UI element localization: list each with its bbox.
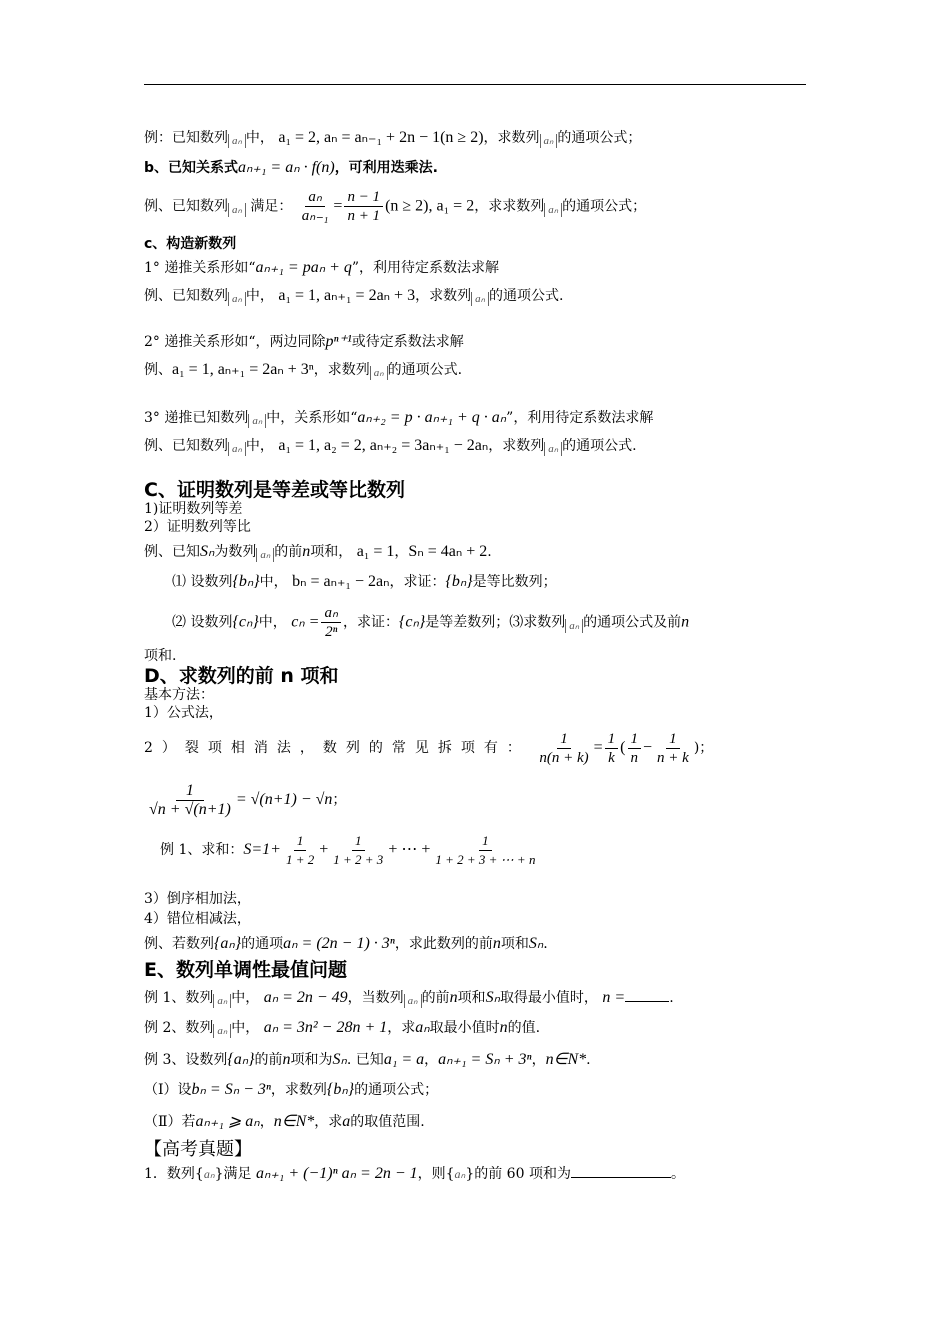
section-d-method1: 1）公式法，: [144, 705, 223, 721]
seq-symbol: aₙ: [540, 134, 558, 148]
denominator: n + 1: [347, 208, 381, 224]
formula: aₙ = (2n − 1) · 3ⁿ: [283, 935, 395, 952]
formula: n: [302, 543, 311, 560]
section-d-basic: 基本方法：: [144, 687, 214, 703]
formula: {bₙ}: [326, 1081, 355, 1098]
text: )；: [693, 740, 714, 756]
seq-symbol: aₙ: [471, 292, 489, 306]
numerator: 1: [294, 832, 307, 851]
numerator: n − 1: [344, 188, 383, 207]
denominator: n + k: [657, 749, 689, 766]
text: 取得最小值时，: [499, 990, 598, 1006]
denominator: 1 + 2 + 3 + ⋯ + n: [435, 851, 536, 867]
denominator: 1 + 2: [285, 851, 315, 867]
method-c-heading: c、构造新数列: [144, 236, 237, 252]
formula: Sₙ: [485, 989, 500, 1006]
seq-symbol: aₙ: [228, 442, 246, 456]
formula: n: [449, 989, 458, 1006]
c3-example: [144, 436, 637, 456]
text: 2° 递推关系形如“，两边同除: [144, 334, 326, 350]
denominator: n(n + k): [539, 749, 589, 766]
text: 例 1、求和：: [160, 842, 244, 858]
text: ，求求数列: [474, 198, 545, 215]
text: ”，利用待定系数法求解: [506, 410, 654, 426]
seq-symbol: aₙ: [544, 203, 562, 217]
formula: aₙ: [454, 1167, 466, 1181]
answer-blank: [571, 1177, 671, 1178]
formula: aₙ₊₁ = Sₙ + 3ⁿ: [438, 1051, 532, 1068]
text: 项和: [457, 990, 486, 1006]
fraction: [654, 730, 692, 767]
seq-symbol: aₙ: [213, 1024, 231, 1038]
formula: n∈N*: [273, 1113, 315, 1130]
seq-symbol: aₙ: [256, 548, 274, 562]
text: 中，: [245, 288, 274, 304]
text: b、已知关系式: [144, 160, 239, 176]
seq-symbol: aₙ: [213, 994, 231, 1008]
section-e-title: E、数列单调性最值问题: [144, 959, 347, 981]
fraction: [344, 188, 383, 225]
equals: =: [333, 197, 343, 215]
section-e-part2: [144, 1112, 425, 1132]
text: ，求: [387, 1020, 416, 1036]
text: ，求数列: [415, 288, 472, 304]
section-d-method3: 3）倒序相加法，: [144, 891, 251, 907]
text: 例、已知数列: [144, 438, 228, 454]
text: 例 2、数列: [144, 1020, 214, 1036]
text: }满足: [214, 1166, 252, 1182]
text: 的通项公式及前: [583, 614, 682, 631]
formula: aₙ₊₁ = aₙ · f(n): [238, 159, 335, 176]
text: 取最小值时: [429, 1020, 500, 1036]
formula: n: [681, 613, 690, 631]
section-d-example1: [160, 830, 540, 870]
text: 的前: [274, 544, 303, 560]
section-e-example3: [144, 1050, 591, 1070]
formula: S=1+: [243, 841, 281, 858]
equals: =: [593, 739, 603, 756]
formula: Sₙ: [332, 1051, 347, 1068]
formula: Sₙ = 4aₙ + 2: [408, 543, 488, 560]
paren: (: [620, 739, 626, 756]
text: ，求数列: [313, 362, 370, 378]
text: 项和，: [310, 544, 353, 560]
text: 例：已知数列: [144, 130, 228, 146]
text: 例 3、设数列: [144, 1052, 228, 1068]
text: 例、已知: [144, 544, 200, 560]
formula: a₁ = 1: [356, 543, 395, 560]
formula: {aₙ}: [214, 935, 242, 952]
seq-symbol: aₙ: [248, 414, 266, 428]
numerator: aₙ: [321, 604, 340, 623]
seq-symbol: aₙ: [228, 134, 246, 148]
text: 例、: [144, 362, 172, 378]
formula: a: [342, 1113, 351, 1130]
fraction: [605, 730, 619, 767]
numerator: 1: [479, 832, 492, 851]
text: ；: [332, 792, 347, 808]
section-c-part2-cont: 项和.: [144, 648, 177, 664]
formula: a₁ = 1, aₙ₊₁ = 2aₙ + 3ⁿ: [172, 361, 314, 378]
text: 的取值范围.: [350, 1114, 425, 1130]
text: 中，: [258, 614, 287, 631]
numerator: 1: [628, 730, 642, 749]
formula: n: [499, 1019, 508, 1036]
text: ，: [424, 1052, 439, 1068]
numerator: 1: [176, 782, 204, 801]
text: 的通项: [241, 936, 284, 952]
text: 2）裂项相消法，数列的常见拆项有：: [144, 740, 530, 756]
section-e-example2: [144, 1018, 540, 1038]
gaokao-title: 【高考真题】: [144, 1139, 252, 1160]
text: 例、若数列: [144, 936, 214, 952]
section-c-item2: 2）证明数列等比: [144, 519, 251, 535]
text: 或待定系数法求解: [351, 334, 464, 350]
fraction: [283, 832, 317, 869]
formula: aₙ₊₁ ⩾ aₙ: [195, 1113, 260, 1130]
answer-blank: [625, 1001, 669, 1002]
method-b-heading: [144, 158, 438, 178]
text: 的通项公式.: [387, 362, 463, 378]
text: .: [543, 936, 548, 952]
formula: aₙ: [415, 1019, 430, 1036]
formula: Sₙ: [528, 935, 544, 952]
text: 的通项公式.: [488, 288, 564, 304]
formula: bₙ = aₙ₊₁ − 2aₙ: [292, 573, 390, 590]
text: ，当数列: [347, 990, 404, 1006]
text: }的前 60 项和为: [465, 1166, 571, 1182]
fraction: [432, 832, 538, 869]
seq-symbol: aₙ: [228, 203, 246, 217]
text: 的前: [421, 990, 450, 1006]
text: 是等差数列；⑶求数列: [425, 614, 566, 631]
section-d-method4: 4）错位相减法，: [144, 911, 251, 927]
numerator: aₙ: [305, 188, 324, 207]
formula: a₁ = 2, aₙ = aₙ₋₁ + 2n − 1(n ≥ 2): [278, 129, 484, 146]
text: ，求: [314, 1114, 343, 1130]
text: 项和: [500, 936, 529, 952]
formula: pⁿ⁺¹: [325, 333, 352, 350]
text: 满足：: [250, 198, 293, 215]
formula: a₁ = 1, aₙ₊₁ = 2aₙ + 3: [278, 287, 416, 304]
section-c-title: C、证明数列是等差或等比数列: [144, 479, 405, 501]
minus: −: [643, 739, 653, 756]
text: 1．数列{: [144, 1166, 204, 1182]
formula: + ⋯ +: [388, 841, 431, 858]
text: 中，关系形如“: [266, 410, 358, 426]
text: ，求数列: [483, 130, 540, 146]
seq-symbol: aₙ: [370, 366, 388, 380]
seq-symbol: aₙ: [565, 619, 583, 633]
text: 的值.: [507, 1020, 541, 1036]
section-c-item1: 1)证明数列等差: [144, 501, 243, 517]
formula: aₙ = 2n − 49: [263, 989, 348, 1006]
text: 的通项公式；: [562, 198, 647, 215]
text: （Ⅱ）若: [144, 1114, 196, 1130]
text: 为数列: [214, 544, 257, 560]
formula: a₁ = a: [383, 1051, 425, 1068]
formula: {cₙ}: [398, 613, 426, 631]
fraction: [146, 782, 234, 819]
text: .: [487, 544, 492, 560]
formula: bₙ = Sₙ − 3ⁿ: [191, 1081, 271, 1098]
text: 中，: [231, 1020, 260, 1036]
fraction: [321, 604, 340, 641]
text: 中，: [259, 574, 288, 590]
text: 。: [670, 1166, 685, 1182]
fraction: [299, 188, 332, 225]
header-rule: [144, 84, 806, 85]
denominator: √n + √(n+1): [149, 800, 231, 818]
seq-symbol: aₙ: [228, 292, 246, 306]
fraction: [536, 730, 591, 767]
formula: a₁ = 1, a₂ = 2, aₙ₊₂ = 3aₙ₊₁ − 2aₙ: [278, 437, 489, 454]
text: ，: [259, 1114, 274, 1130]
section-c-example: [144, 542, 492, 562]
formula: = √(n+1) − √n: [235, 791, 333, 808]
formula: aₙ: [203, 1167, 215, 1181]
denominator: k: [608, 749, 615, 766]
formula: (n ≥ 2), a₁ = 2: [385, 197, 475, 215]
text: 例、已知数列: [144, 198, 228, 215]
text: 的通项公式；: [557, 130, 642, 146]
formula: {bₙ}: [445, 573, 473, 590]
numerator: 1: [557, 730, 571, 749]
formula: {cₙ}: [232, 613, 259, 631]
seq-symbol: aₙ: [544, 442, 562, 456]
c1-example: [144, 286, 563, 306]
formula: {bₙ}: [232, 573, 260, 590]
formula: n∈N*: [545, 1051, 587, 1068]
numerator: 1: [666, 730, 680, 749]
section-e-part1: [144, 1080, 438, 1100]
text: ，则{: [417, 1166, 455, 1182]
denominator: aₙ₋₁: [301, 208, 329, 224]
text: ，: [531, 1052, 546, 1068]
section-c-part2: [172, 604, 689, 641]
text: ，: [394, 544, 409, 560]
text: 3° 递推已知数列: [144, 410, 249, 426]
section-d-title: D、求数列的前 n 项和: [144, 665, 339, 687]
c1-description: [144, 258, 499, 278]
formula: {aₙ}: [227, 1051, 255, 1068]
section-d-method2: [144, 728, 713, 768]
section-e-example1: [144, 988, 674, 1008]
formula: aₙ₊₁ = paₙ + q: [255, 259, 352, 276]
formula: n: [492, 935, 501, 952]
text: ⑵ 设数列: [172, 614, 233, 631]
denominator: n: [630, 749, 638, 766]
fraction: [628, 730, 642, 767]
section-c-part1: [172, 572, 557, 592]
seq-symbol: aₙ: [404, 994, 422, 1008]
text: 中，: [231, 990, 260, 1006]
text: （Ⅰ）设: [144, 1082, 192, 1098]
text: .: [586, 1052, 591, 1068]
denominator: 1 + 2 + 3: [333, 851, 384, 867]
gaokao-q1: [144, 1164, 685, 1184]
example-line-3: [144, 188, 646, 225]
fraction: [330, 832, 386, 869]
text: ，求证：: [389, 574, 446, 590]
formula: aₙ₊₁ + (−1)ⁿ aₙ = 2n − 1: [255, 1165, 418, 1182]
text: 的前: [254, 1052, 283, 1068]
text: ”，利用待定系数法求解: [351, 260, 500, 276]
text: ，求数列: [488, 438, 545, 454]
formula: aₙ₊₂ = p · aₙ₊₁ + q · aₙ: [357, 409, 507, 426]
c3-description: [144, 408, 653, 428]
text: ，可利用迭乘法.: [334, 160, 439, 176]
text: ，求数列: [270, 1082, 327, 1098]
c2-description: [144, 332, 464, 352]
formula: cₙ =: [291, 613, 320, 631]
formula: aₙ = 3n² − 28n + 1: [263, 1019, 388, 1036]
denominator: 2ⁿ: [325, 624, 338, 640]
text: 的通项公式.: [562, 438, 637, 454]
text: ，求证：: [342, 614, 399, 631]
text: 例 1、数列: [144, 990, 214, 1006]
numerator: 1: [605, 730, 619, 749]
c2-example: [144, 360, 462, 380]
text: 1° 递推关系形如“: [144, 260, 256, 276]
text: 例、已知数列: [144, 288, 228, 304]
section-d-method2-root: [144, 780, 346, 820]
text: ，求此数列的前: [394, 936, 493, 952]
text: .: [669, 990, 674, 1006]
section-d-example2: [144, 934, 548, 954]
formula: n =: [602, 989, 626, 1006]
text: 中，: [245, 438, 274, 454]
formula: n: [282, 1051, 291, 1068]
example-line-1: [144, 128, 641, 148]
plus: +: [319, 841, 329, 858]
text: ⑴ 设数列: [172, 574, 233, 590]
text: 项和为: [290, 1052, 333, 1068]
text: 的通项公式；: [354, 1082, 439, 1098]
text: . 已知: [346, 1052, 384, 1068]
text: 中，: [245, 130, 274, 146]
formula: Sₙ: [200, 543, 215, 560]
text: 是等比数列；: [472, 574, 557, 590]
numerator: 1: [352, 832, 365, 851]
